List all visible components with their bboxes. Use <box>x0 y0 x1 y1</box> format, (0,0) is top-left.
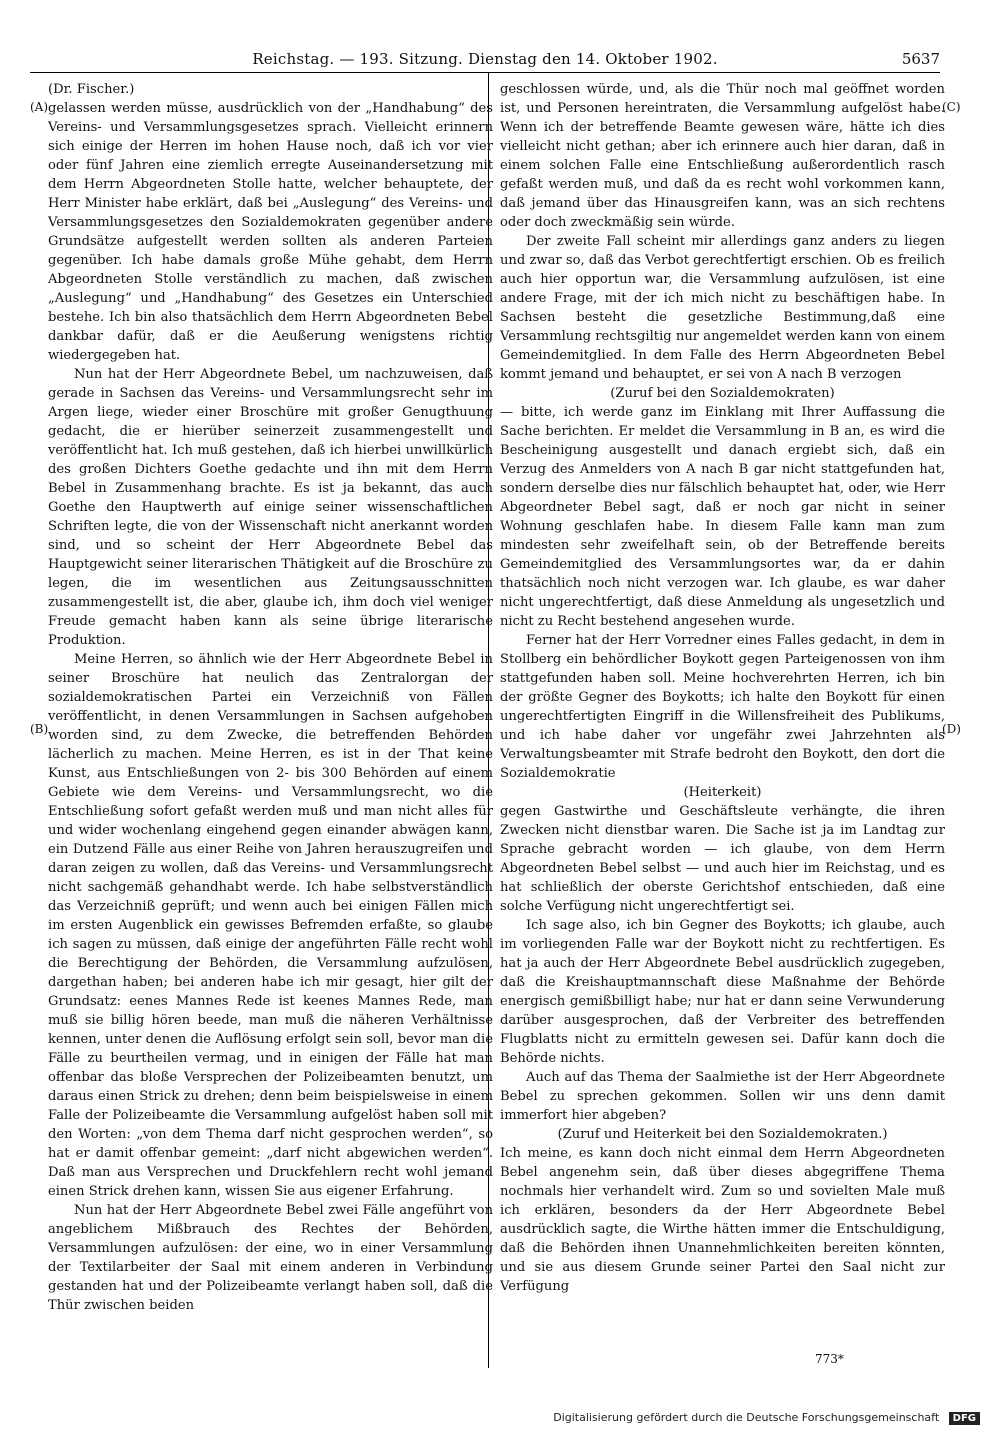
paragraph: — bitte, ich werde ganz im Einklang mit Ihrer Auffassung die Sache berichten. Er meldet die Versammlung in B an, es wird die Bescheinigung ausgestellt und danach ergiebt sich, daß ein Verzug des Anmelders von A nach B gar nicht stattgefunden hat, sondern derselbe dies nur fälschlich behauptet hat, oder, wie Herr Abgeordneter Bebel sagt, daß er noch gar nicht in seiner Wohnung geschlafen habe. In diesem Falle kann man zum mindesten sehr zweifelhaft sein, ob der Betreffende bereits Gemeindemitglied des Versammlungsortes war, da er dahin thatsächlich noch nicht verzogen war. Ich glaube, es war daher nicht ungerechtfertigt, daß diese Anmeldung als ungesetzlich und nicht zu Recht bestehend angesehen wurde. <box>500 405 945 629</box>
interjection: (Heiterkeit) <box>683 785 762 800</box>
header-rule <box>30 72 940 73</box>
paragraph: Ich meine, es kann doch nicht einmal dem Herrn Abgeordneten Bebel angenehm sein, daß über dieses abgegriffene Thema nochmals hier verhandelt wird. Zum so und sovielten Male muß ich erklären, besonders da der Herr Abgeordnete Bebel ausdrücklich sagte, die Wirthe hätten immer die Entschuldigung, daß die Behörden ihnen Unannehmlichkeiten bereiten könnten, und sie aus diesem Grunde seiner Partei den Saal nicht zur Verfügung <box>500 1146 945 1294</box>
paragraph: Nun hat der Herr Abgeordnete Bebel, um nachzuweisen, daß gerade in Sachsen das Vereins- und Versammlungsrecht sehr im Argen liege, wieder einer Broschüre mit großer Genugthuung gedacht, die er hierüber seinerzeit zusammengestellt und veröffentlicht hat. Ich muß gestehen, daß ich hierbei unwillkürlich des großen Dichters Goethe gedachte und ihn mit dem Herrn Bebel in Zusammenhang brachte. Es ist ja bekannt, das auch Goethe den Hauptwerth auf einige seiner wissenschaftlichen Schriften legte, die von der Wissenschaft nicht anerkannt worden sind, und so scheint der Herr Abgeordnete Bebel das Hauptgewicht seiner literarischen Thätigkeit auf die Broschüre zu legen, die im wesentlichen aus Zeitungsausschnitten zusammengestellt ist, die aber, glaube ich, ihm doch viel weniger Freude gemacht haben kann als seine übrige literarische Produktion. <box>48 367 493 648</box>
paragraph: Ich sage also, ich bin Gegner des Boykotts; ich glaube, auch im vorliegenden Falle war der Boykott nicht zu rechtfertigen. Es hat ja auch der Herr Abgeordnete Bebel ausdrücklich zugegeben, daß die Kreishauptmannschaft diese Maßnahme der Behörde energisch gemißbilligt habe; nur hat er dann seine Verwunderung darüber ausgesprochen, daß der Verbreiter des betreffenden Flugblatts nicht zu ermitteln gewesen sei. Dafür kann doch die Behörde nichts. <box>500 918 945 1066</box>
paragraph: Ferner hat der Herr Vorredner eines Falles gedacht, in dem in Stollberg ein behördlicher Boykott gegen Parteigenossen von ihm stattgefunden haben soll. Meine hochverehrten Herren, ich bin der größte Gegner des Boykotts; ich halte den Boykott für einen ungerechtfertigten Eingriff in die Willensfreiheit des Publikums, und ich habe daher vor ungefähr zwei Jahrzehnten als Verwaltungsbeamter mit Strafe bedroht den Boykott, den dort die Sozialdemokratie <box>500 633 945 781</box>
speaker-name: (Dr. Fischer.) <box>48 82 135 97</box>
interjection: (Zuruf bei den Sozialdemokraten) <box>610 386 835 401</box>
paragraph: Der zweite Fall scheint mir allerdings ganz anders zu liegen und zwar so, daß das Verbot gerechtfertigt erschien. Ob es freilich auch hier opportun war, die Versammlung aufzulösen, ist eine andere Frage, mit der ich mich nicht zu beschäftigen habe. In Sachsen besteht die gesetzliche Bestimmung,daß eine Versammlung rechtsgiltig nur angemeldet werden kann von einem Gemeindemitglied. In dem Falle des Herrn Abgeordneten Bebel kommt jemand und behauptet, er sei von A nach B verzogen <box>500 234 945 382</box>
paragraph: Nun hat der Herr Abgeordnete Bebel zwei Fälle angeführt von angeblichem Mißbrauch des Rechtes der Behörden, Versammlungen aufzulösen: der eine, wo in einer Versammlung der Textilarbeiter der Saal mit einem anderen in Verbindung gestanden hat und der Polizeibeamte verlangt haben soll, daß die Thür zwischen beiden <box>48 1203 493 1313</box>
paragraph: gelassen werden müsse, ausdrücklich von der „Handhabung“ des Vereins- und Versammlungsgesetzes sprach. Vielleicht erinnern sich einige der Herren im hohen Hause noch, daß ich vor vier oder fünf Jahren eine ziemlich erregte Auseinandersetzung mit dem Herrn Abgeordneten Stolle hatte, welcher behauptete, der Herr Minister habe erklärt, daß bei „Auslegung“ des Vereins- und Versammlungsgesetzes den Sozialdemokraten gegenüber andere Grundsätze aufgestellt werden sollten als anderen Parteien gegenüber. Ich habe damals große Mühe gehabt, dem Herrn Abgeordneten Stolle verständlich zu machen, daß zwischen „Auslegung“ und „Handhabung“ des Gesetzes ein Unterschied bestehe. Ich bin also thatsächlich dem Herrn Abgeordneten Bebel dankbar dafür, daß er die Aeußerung wenigstens richtig wiedergegeben hat. <box>48 101 493 363</box>
margin-mark-d: (D) <box>942 722 961 736</box>
paragraph: Meine Herren, so ähnlich wie der Herr Abgeordnete Bebel in seiner Broschüre hat neulich das Zentralorgan der sozialdemokratischen Partei ein Verzeichniß von Fällen veröffentlicht, in denen Versammlungen in Sachsen aufgehoben worden sind, zu dem Zwecke, die betreffenden Behörden lächerlich zu machen. Meine Herren, es ist in der That keine Kunst, aus Entschließungen von 2- bis 300 Behörden auf einem Gebiete wie dem Vereins- und Versammlungsrecht, wo die Entschließung sofort gefaßt werden muß und man nicht alles für und wider wochenlang eingehend gegen einander abwägen kann, ein Dutzend Fälle aus einer Reihe von Jahren herauszugreifen und daran zeigen zu wollen, daß das Vereins- und Versammlungsrecht nicht sachgemäß gehandhabt werde. Ich habe selbstverständlich das Verzeichniß geprüft; und wenn auch bei einigen Fällen mich im ersten Augenblick ein gewisses Befremden erfaßte, so glaube ich sagen zu müssen, daß einige der angeführten Fälle recht wohl die Berechtigung der Behörden, die Versammlung aufzulösen, dargethan haben; bei anderen habe ich mir gesagt, hier gilt der Grundsatz: eenes Mannes Rede ist keenes Mannes Rede, man muß sie billig hören beede, man muß die näheren Verhältnisse kennen, unter denen die Auflösung erfolgt sein soll, bevor man die Fälle zu beurtheilen vermag, und in einigen der Fälle hat man offenbar das bloße Versprechen der Polizeibeamten benutzt, um daraus einen Strick zu drehen; denn beim beispielsweise in einem Falle der Polizeibeamte die Versammlung aufgelöst haben soll mit den Worten: „von dem Thema darf nicht gesprochen werden“, so hat er damit offenbar gemeint: „darf nicht abgewichen werden“. Daß man aus Versprechen und Druckfehlern recht wohl jemand einen Strick drehen kann, wissen Sie aus eigener Erfahrung. <box>48 652 493 1199</box>
footer <box>553 1411 980 1425</box>
margin-mark-a: (A) <box>30 100 49 114</box>
footer-text: Digitalisierung gefördert durch die Deutsche Forschungsgemeinschaft <box>553 1411 940 1424</box>
page-header <box>30 48 940 72</box>
paragraph: Auch auf das Thema der Saalmiethe ist der Herr Abgeordnete Bebel zu sprechen gekommen. Sollen wir uns denn damit immerfort hier abgeben? <box>500 1070 945 1123</box>
left-column <box>48 80 493 1346</box>
dfg-logo: DFG <box>949 1412 980 1425</box>
interjection: (Zuruf und Heiterkeit bei den Sozialdemokraten.) <box>557 1127 888 1142</box>
margin-mark-c: (C) <box>942 100 961 114</box>
signature-mark: 773* <box>815 1352 844 1366</box>
paragraph: geschlossen würde, und, als die Thür noch mal geöffnet worden ist, und Personen hereintraten, die Versammlung aufgelöst habe. Wenn ich der betreffende Beamte gewesen wäre, hätte ich dies vielleicht nicht gethan; aber ich erinnere auch hier daran, daß in einem solchen Falle eine Entschließung außerordentlich rasch gefaßt werden muß, und daß da es recht wohl vorkommen kann, daß jemand über das Hinausgreifen kann, was an sich rechtens oder doch zweckmäßig sein würde. <box>500 82 945 230</box>
right-column <box>500 80 945 1346</box>
margin-mark-b: (B) <box>30 722 49 736</box>
paragraph: gegen Gastwirthe und Geschäftsleute verhängte, die ihren Zwecken nicht dienstbar waren. Die Sache ist ja im Landtag zur Sprache gebracht worden — ich glaube, von dem Herrn Abgeordneten Bebel selbst — und auch hier im Reichstag, und es hat schließlich der oberste Gerichtshof entschieden, daß eine solche Verfügung nicht ungerechtfertigt sei. <box>500 804 945 914</box>
running-title: Reichstag. — 193. Sitzung. Dienstag den 14. Oktober 1902. <box>252 50 718 68</box>
page-number: 5637 <box>901 50 940 68</box>
